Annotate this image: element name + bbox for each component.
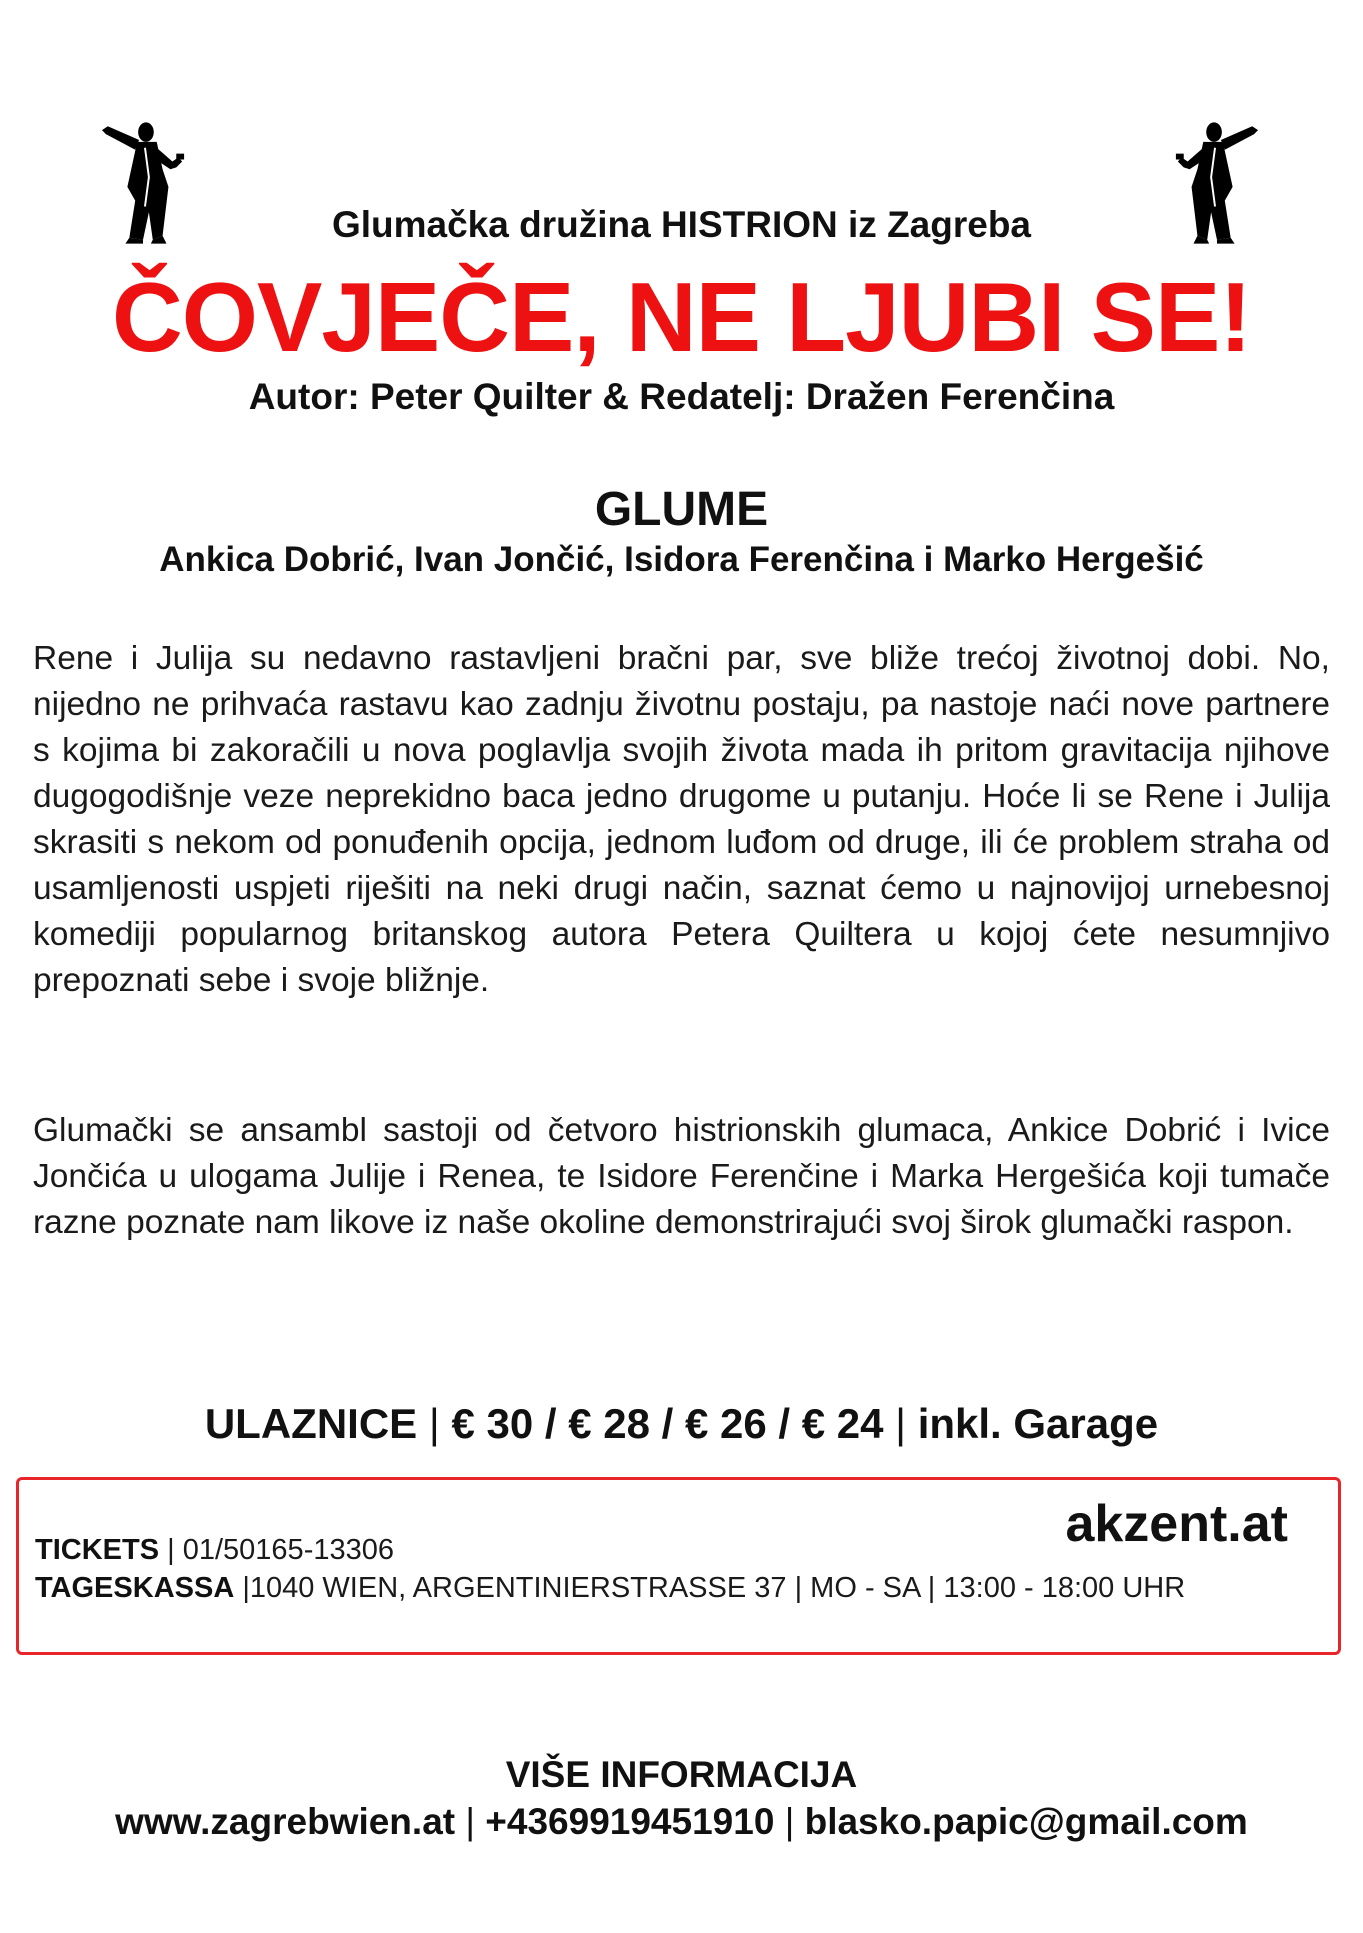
- box-office-details: 1040 WIEN, ARGENTINIERSTRASSE 37 | MO - SA | 13:00 - 18:00 UHR: [249, 1572, 1186, 1604]
- ticket-box: [16, 1477, 1341, 1655]
- ticket-phone-label: TICKETS: [35, 1534, 160, 1566]
- separator: |: [234, 1572, 250, 1604]
- separator: |: [167, 1534, 175, 1566]
- info-email-link[interactable]: blasko.papic@gmail.com: [804, 1801, 1248, 1842]
- info-heading: VIŠE INFORMACIJA: [505, 1754, 858, 1795]
- box-office-label: TAGESKASSA: [35, 1572, 235, 1604]
- cast-names: Ankica Dobrić, Ivan Jončić, Isidora Ferenčina i Marko Hergešić: [159, 540, 1204, 579]
- prices-label: ULAZNICE: [204, 1400, 418, 1447]
- separator: |: [784, 1801, 795, 1842]
- info-contacts: [0, 1801, 1363, 1843]
- ticket-prices: [0, 1400, 1363, 1448]
- description-paragraph: Glumački se ansambl sastoji od četvoro histrionskih glumaca, Ankice Dobrić i Ivice Jončića u ulogama Julije i Renea, te Isidore Ferenčine i Marka Hergešića koji tumače razne poznate nam likove iz naše okoline demonstrirajući svoj širok glumački raspon.: [33, 1112, 1330, 1241]
- info-phone[interactable]: +4369919451910: [485, 1801, 775, 1842]
- separator: |: [465, 1801, 475, 1842]
- cast-heading: GLUME: [594, 483, 769, 536]
- play-title: ČOVJEČE, NE LJUBI SE!: [112, 262, 1251, 372]
- ticket-website-link[interactable]: akzent.at: [1065, 1495, 1288, 1553]
- company-name: Glumačka družina HISTRION iz Zagreba: [331, 204, 1032, 245]
- credits: Autor: Peter Quilter & Redatelj: Dražen Ferenčina: [248, 376, 1115, 417]
- prices-note: inkl. Garage: [917, 1400, 1159, 1447]
- info-website-link[interactable]: www.zagrebwien.at: [115, 1801, 456, 1842]
- box-office-line: [35, 1572, 1185, 1605]
- separator: |: [895, 1400, 907, 1447]
- ticket-phone-line: [35, 1534, 394, 1567]
- prices-values: € 30 / € 28 / € 26 / € 24: [451, 1400, 884, 1447]
- description-paragraph: Rene i Julija su nedavno rastavljeni bračni par, sve bliže trećoj životnoj dobi. No, nijedno ne prihvaća rastavu kao zadnju životnu postaju, pa nastoje naći nove partnere s kojima bi zakoračili u nova poglavlja svojih života mada ih pritom gravitacija njihove dugogodišnje veze neprekidno baca jedno drugome u putanju. Hoće li se Rene i Julija skrasiti s nekom od ponuđenih opcija, jednom luđom od druge, ili će problem straha od usamljenosti uspjeti riješiti na neki drugi način, saznat ćemo u najnovijoj urnebesnoj komediji popularnog britanskog autora Petera Quiltera u kojoj ćete nesumnjivo prepoznati sebe i svoje bližnje.: [33, 640, 1330, 999]
- separator: |: [428, 1400, 440, 1447]
- ticket-phone[interactable]: 01/50165-13306: [182, 1534, 394, 1566]
